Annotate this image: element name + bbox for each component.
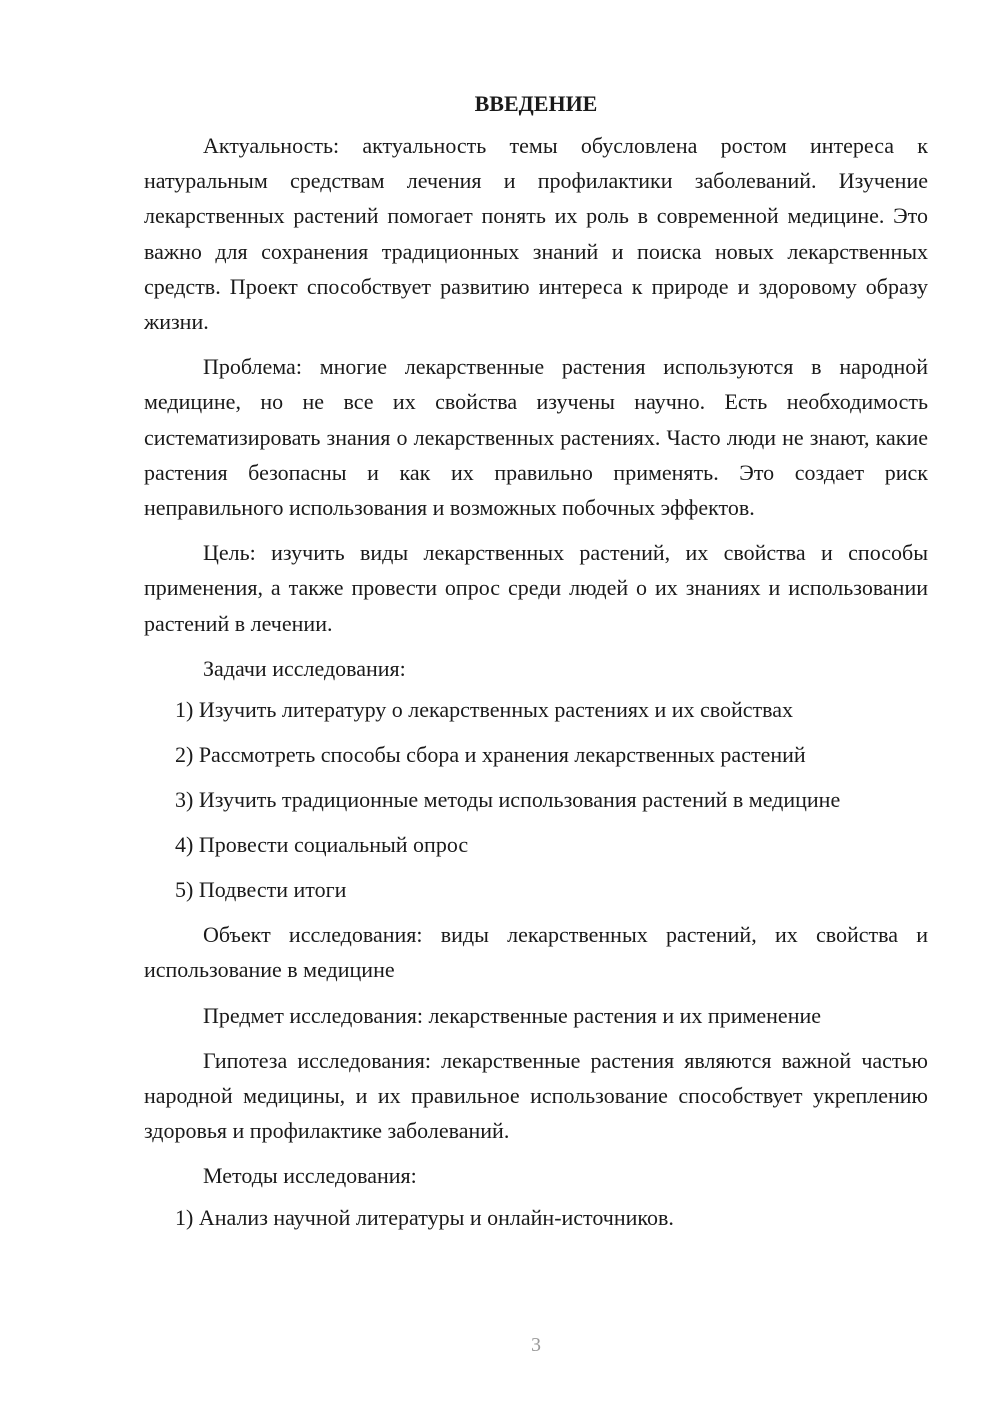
relevance-paragraph: Актуальность: актуальность темы обусловлена ростом интереса к натуральным средствам лечения и профилактики заболеваний. Изучение лекарственных растений помогает понять их роль в современной медицине. Это важно для сохранения традиционных знаний и поиска новых лекарственных средств. Проект способствует развитию интереса к природе и здоровому образу жизни. xyxy=(144,133,928,335)
list-item: 4) Провести социальный опрос xyxy=(175,832,469,858)
list-item: 5) Подвести итоги xyxy=(175,877,347,903)
list-item: 2) Рассмотреть способы сбора и хранения лекарственных растений xyxy=(175,742,806,768)
goal-paragraph: Цель: изучить виды лекарственных растений, их свойства и способы применения, а также провести опрос среди людей о их знаниях и использовании растений в лечении. xyxy=(144,540,928,636)
subject-paragraph: Предмет исследования: лекарственные растения и их применение xyxy=(203,1002,822,1028)
tasks-heading: Задачи исследования: xyxy=(203,655,406,681)
section-title: ВВЕДЕНИЕ xyxy=(474,91,598,116)
tasks-list xyxy=(144,692,928,907)
problem-paragraph: Проблема: многие лекарственные растения используются в народной медицине, но не все их свойства изучены научно. Есть необходимость систематизировать знания о лекарственных растениях. Часто люди не знают, какие растения безопасны и как их правильно применять. Это создает риск неправильного использования и возможных побочных эффектов. xyxy=(144,354,928,521)
list-item: 3) Изучить традиционные методы использования растений в медицине xyxy=(175,787,841,813)
page-number: 3 xyxy=(531,1334,541,1356)
hypothesis-paragraph: Гипотеза исследования: лекарственные растения являются важной частью народной медицины, и их правильное использование способствует укреплению здоровья и профилактике заболеваний. xyxy=(144,1047,928,1144)
list-item: 1) Изучить литературу о лекарственных растениях и их свойствах xyxy=(175,697,794,723)
object-paragraph: Объект исследования: виды лекарственных растений, их свойства и использование в медицине xyxy=(144,922,928,983)
methods-list xyxy=(144,1200,928,1235)
list-item: 1) Анализ научной литературы и онлайн-источников. xyxy=(175,1204,674,1230)
document-page xyxy=(144,88,928,1245)
methods-heading: Методы исследования: xyxy=(203,1163,417,1189)
